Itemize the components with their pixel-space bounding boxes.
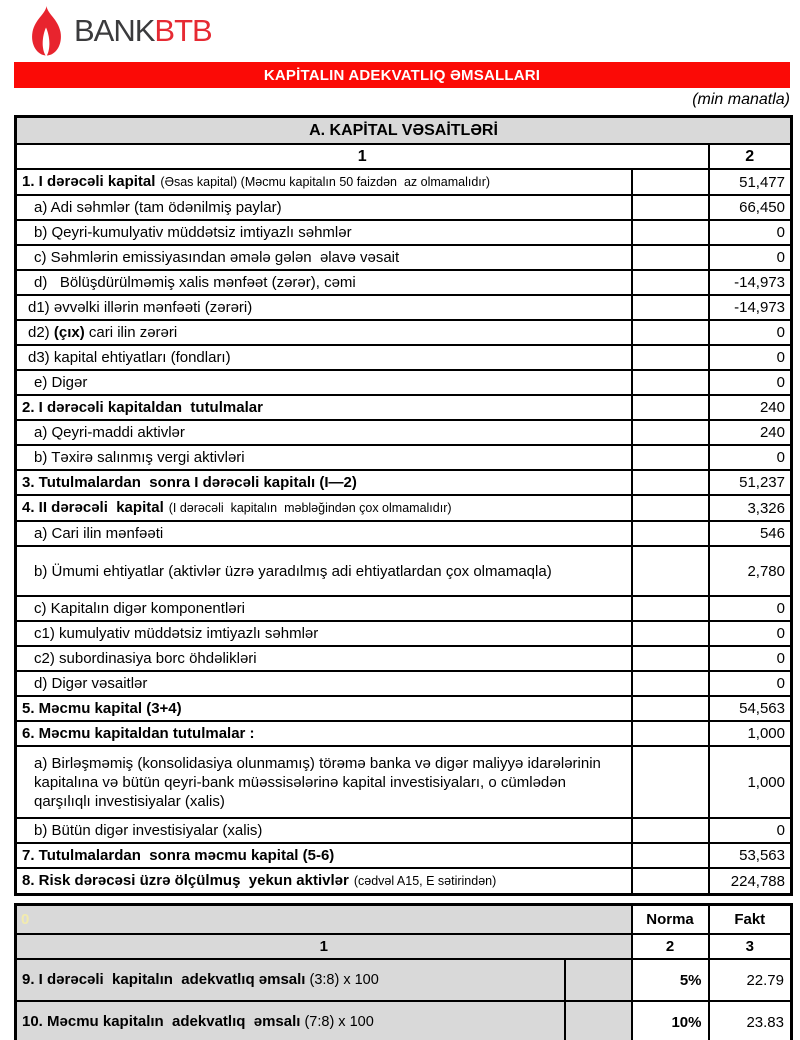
- unit-note: (min manatla): [692, 91, 790, 108]
- fakt-header: Fakt: [709, 905, 792, 935]
- row-value: 224,788: [709, 868, 792, 895]
- wordmark-bank: BANK: [74, 13, 155, 48]
- row-value: 0: [709, 818, 792, 843]
- table-row: [16, 420, 792, 445]
- row-gap-cell: [632, 843, 709, 868]
- row-gap-cell: [632, 646, 709, 671]
- row-value: 0: [709, 220, 792, 245]
- row-label: b) Təxirə salınmış vergi aktivləri: [16, 445, 632, 470]
- table-row: [16, 596, 792, 621]
- row-gap-cell: [632, 546, 709, 596]
- col-header-2: 2: [632, 934, 709, 959]
- col-header-1: 1: [16, 934, 632, 959]
- row-label: 5. Məcmu kapital (3+4): [16, 696, 632, 721]
- table-row: [16, 320, 792, 345]
- table-row: [16, 295, 792, 320]
- table-title: A. KAPİTAL VƏSAİTLƏRİ: [16, 117, 792, 145]
- capital-table: [14, 115, 793, 896]
- row-value: 0: [709, 646, 792, 671]
- bank-logo: [28, 6, 212, 56]
- row-label: a) Adi səhmlər (tam ödənilmiş paylar): [16, 195, 632, 220]
- ratios-header-row: [16, 905, 792, 935]
- row-label: c) Kapitalın digər komponentləri: [16, 596, 632, 621]
- table-row: [16, 195, 792, 220]
- col-header-2: 2: [709, 144, 792, 169]
- row-value: 0: [709, 320, 792, 345]
- row-label: c2) subordinasiya borc öhdəlikləri: [16, 646, 632, 671]
- table-row: [16, 546, 792, 596]
- row-gap-cell: [632, 671, 709, 696]
- row-label: b) Bütün digər investisiyalar (xalis): [16, 818, 632, 843]
- row-value: 240: [709, 420, 792, 445]
- row-value: 0: [709, 596, 792, 621]
- row-gap-cell: [565, 959, 632, 1001]
- norma-value: 5%: [632, 959, 709, 1001]
- row-gap-cell: [632, 746, 709, 818]
- table-row: [16, 495, 792, 521]
- wordmark-btb: BTB: [154, 13, 212, 48]
- row-gap-cell: [632, 320, 709, 345]
- table-row: [16, 696, 792, 721]
- row-value: 51,477: [709, 169, 792, 195]
- row-label: b) Ümumi ehtiyatlar (aktivlər üzrə yaradılmış adi ehtiyatlardan çox olmamaqla): [16, 546, 632, 596]
- table-row: [16, 521, 792, 546]
- table-row: [16, 245, 792, 270]
- col-header-1: 1: [16, 144, 709, 169]
- row-gap-cell: [632, 521, 709, 546]
- row-value: 1,000: [709, 746, 792, 818]
- row-gap-cell: [632, 245, 709, 270]
- row-label: d3) kapital ehtiyatları (fondları): [16, 345, 632, 370]
- row-label: c1) kumulyativ müddətsiz imtiyazlı səhmlər: [16, 621, 632, 646]
- row-gap-cell: [632, 295, 709, 320]
- row-gap-cell: [632, 195, 709, 220]
- row-gap-cell: [632, 270, 709, 295]
- table-row: [16, 721, 792, 746]
- row-gap-cell: [632, 420, 709, 445]
- row-value: 2,780: [709, 546, 792, 596]
- row-label: 9. I dərəcəli kapitalın adekvatlıq əmsalı (3:8) x 100: [16, 959, 565, 1001]
- ratios-colnum-row: [16, 934, 792, 959]
- row-gap-cell: [565, 1001, 632, 1040]
- table-row: [16, 646, 792, 671]
- row-label: d) Digər vəsaitlər: [16, 671, 632, 696]
- table-row: [16, 1001, 792, 1040]
- table-row: [16, 395, 792, 420]
- row-value: 0: [709, 671, 792, 696]
- table-row: [16, 345, 792, 370]
- table-row: [16, 169, 792, 195]
- row-gap-cell: [632, 445, 709, 470]
- row-label: 3. Tutulmalardan sonra I dərəcəli kapitalı (I—2): [16, 470, 632, 495]
- row-gap-cell: [632, 395, 709, 420]
- row-label: d1) əvvəlki illərin mənfəəti (zərəri): [16, 295, 632, 320]
- table-row: [16, 671, 792, 696]
- row-gap-cell: [632, 596, 709, 621]
- row-label: e) Digər: [16, 370, 632, 395]
- row-label: a) Birləşməmiş (konsolidasiya olunmamış) törəmə banka və digər maliyyə idarələrinin kapitalına və bütün qeyri-bank müəssisələrinə kapital investisiyaları, o cümlədən qarşılıqlı investisiyalar (xalis): [16, 746, 632, 818]
- row-value: 0: [709, 245, 792, 270]
- table-row: [16, 843, 792, 868]
- row-label: a) Cari ilin mənfəəti: [16, 521, 632, 546]
- row-label: d) Bölüşdürülməmiş xalis mənfəət (zərər), cəmi: [16, 270, 632, 295]
- ratios-table: [14, 903, 793, 1040]
- row-gap-cell: [632, 621, 709, 646]
- row-value: -14,973: [709, 295, 792, 320]
- row-value: 0: [709, 621, 792, 646]
- row-value: 66,450: [709, 195, 792, 220]
- row-value: 0: [709, 445, 792, 470]
- table-row: [16, 470, 792, 495]
- row-label: d2) (çıx) cari ilin zərəri: [16, 320, 632, 345]
- row-gap-cell: [632, 868, 709, 895]
- table-row: [16, 445, 792, 470]
- row-label: 4. II dərəcəli kapital (I dərəcəli kapitalın məbləğindən çox olmamalıdır): [16, 495, 632, 521]
- col-header-3: 3: [709, 934, 792, 959]
- row-gap-cell: [632, 370, 709, 395]
- flame-icon: [28, 6, 65, 56]
- column-number-row: [16, 144, 792, 169]
- row-value: 54,563: [709, 696, 792, 721]
- row-gap-cell: [632, 169, 709, 195]
- row-label: 2. I dərəcəli kapitaldan tutulmalar: [16, 395, 632, 420]
- row-label: b) Qeyri-kumulyativ müddətsiz imtiyazlı səhmlər: [16, 220, 632, 245]
- table-row: [16, 959, 792, 1001]
- row-value: 1,000: [709, 721, 792, 746]
- row-value: 546: [709, 521, 792, 546]
- table-row: [16, 370, 792, 395]
- table-row: [16, 746, 792, 818]
- row-gap-cell: [632, 495, 709, 521]
- fakt-value: 23.83: [709, 1001, 792, 1040]
- row-gap-cell: [632, 220, 709, 245]
- row-value: 51,237: [709, 470, 792, 495]
- corner-cell: 0: [16, 905, 632, 935]
- table-row: [16, 270, 792, 295]
- row-label: 8. Risk dərəcəsi üzrə ölçülmuş yekun aktivlər (cədvəl A15, E sətirindən): [16, 868, 632, 895]
- table-row: [16, 868, 792, 895]
- row-label: 1. I dərəcəli kapital (Əsas kapital) (Məcmu kapitalın 50 faizdən az olmamalıdır): [16, 169, 632, 195]
- row-label: 6. Məcmu kapitaldan tutulmalar :: [16, 721, 632, 746]
- fakt-value: 22.79: [709, 959, 792, 1001]
- row-gap-cell: [632, 818, 709, 843]
- row-label: c) Səhmlərin emissiyasından əmələ gələn əlavə vəsait: [16, 245, 632, 270]
- banner-title-bar: [14, 62, 790, 88]
- row-value: 3,326: [709, 495, 792, 521]
- row-value: -14,973: [709, 270, 792, 295]
- row-gap-cell: [632, 345, 709, 370]
- row-label: 7. Tutulmalardan sonra məcmu kapital (5-6): [16, 843, 632, 868]
- norma-header: Norma: [632, 905, 709, 935]
- bank-wordmark: [74, 13, 212, 49]
- table-row: [16, 621, 792, 646]
- table-row: [16, 818, 792, 843]
- row-value: 240: [709, 395, 792, 420]
- norma-value: 10%: [632, 1001, 709, 1040]
- row-label: a) Qeyri-maddi aktivlər: [16, 420, 632, 445]
- row-gap-cell: [632, 696, 709, 721]
- banner-title: KAPİTALIN ADEKVATLIQ ƏMSALLARI: [263, 66, 541, 84]
- row-value: 0: [709, 345, 792, 370]
- row-value: 53,563: [709, 843, 792, 868]
- row-gap-cell: [632, 470, 709, 495]
- table-title-row: [16, 117, 792, 145]
- row-value: 0: [709, 370, 792, 395]
- row-gap-cell: [632, 721, 709, 746]
- table-row: [16, 220, 792, 245]
- row-label: 10. Məcmu kapitalın adekvatlıq əmsalı (7:8) x 100: [16, 1001, 565, 1040]
